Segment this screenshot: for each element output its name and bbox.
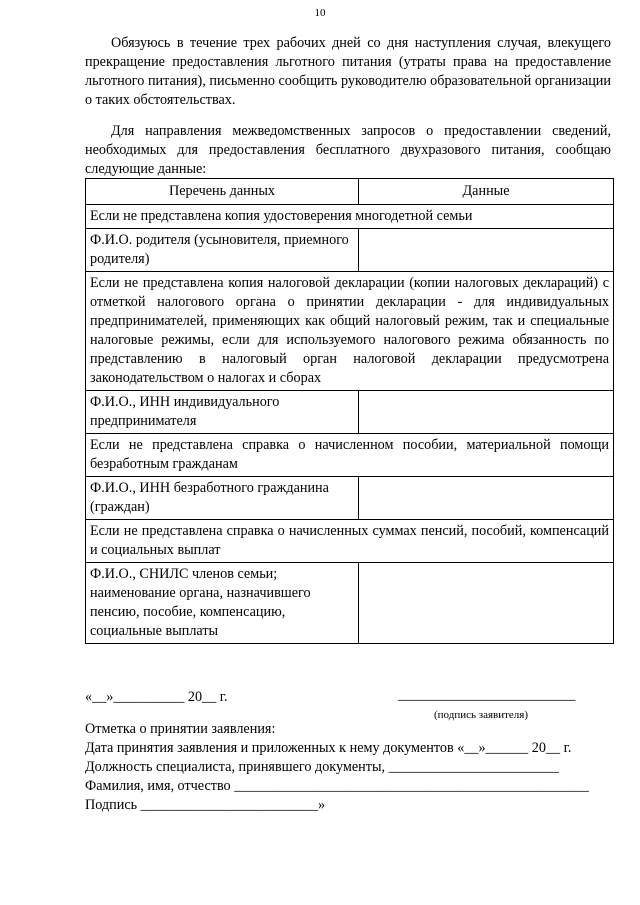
value-cell[interactable] xyxy=(359,229,614,272)
data-table xyxy=(85,178,614,644)
field-unemployed: Ф.И.О., ИНН безработного гражданина (граждан) xyxy=(86,477,359,520)
page-number: 10 xyxy=(314,7,326,19)
specialist-name-line[interactable]: Фамилия, имя, отчество __________________________________________________ xyxy=(85,778,589,794)
value-cell[interactable] xyxy=(359,563,614,644)
specialist-signature-line[interactable]: Подпись _________________________» xyxy=(85,797,326,813)
acceptance-date-line[interactable]: Дата принятия заявления и приложенных к нему документов «__»______ 20__ г. xyxy=(85,740,572,756)
table-row xyxy=(86,272,614,391)
table-row xyxy=(86,434,614,477)
table-header-row xyxy=(86,179,614,205)
value-cell[interactable] xyxy=(359,391,614,434)
field-entrepreneur: Ф.И.О., ИНН индивидуального предпринимателя xyxy=(86,391,359,434)
obligation-paragraph: Обязуюсь в течение трех рабочих дней со дня наступления случая, влекущего прекращение предоставления льготного питания (утраты права на предоставление льготного питания), письменно сообщить руководителю образовательной организации о таких обстоятельствах. xyxy=(85,35,611,108)
table-row xyxy=(86,520,614,563)
applicant-signature-line[interactable]: _________________________ xyxy=(398,687,576,703)
table-row xyxy=(86,205,614,229)
table-row xyxy=(86,563,614,644)
applicant-date-line[interactable]: «__»__________ 20__ г. xyxy=(85,689,228,705)
header-data: Данные xyxy=(359,179,614,205)
request-paragraph: Для направления межведомственных запросов о предоставлении сведений, необходимых для предоставления бесплатного двухразового питания, сообщаю следующие данные: xyxy=(85,123,611,177)
field-parent-name: Ф.И.О. родителя (усыновителя, приемного родителя) xyxy=(86,229,359,272)
applicant-signature-caption: (подпись заявителя) xyxy=(434,709,529,721)
section-tax-declaration: Если не представлена копия налоговой декларации (копии налоговых деклараций) с отметкой налогового органа о принятии декларации - для индивидуальных предпринимателей, применяющих как общий налоговый режим, так и специальные налоговые режимы, если для используемого налогового режима обязанность по представлению в налоговый орган налоговой декларации предусмотрена законодательством о налогах и сборах xyxy=(86,272,614,391)
table-row xyxy=(86,477,614,520)
acceptance-title: Отметка о принятии заявления: xyxy=(85,721,276,737)
field-family-members: Ф.И.О., СНИЛС членов семьи; наименование органа, назначившего пенсию, пособие, компенсацию, социальные выплаты xyxy=(86,563,359,644)
value-cell[interactable] xyxy=(359,477,614,520)
specialist-position-line[interactable]: Должность специалиста, принявшего документы, ________________________ xyxy=(85,759,559,775)
section-unemployment: Если не представлена справка о начисленном пособии, материальной помощи безработным гражданам xyxy=(86,434,614,477)
table-row xyxy=(86,229,614,272)
section-large-family: Если не представлена копия удостоверения многодетной семьи xyxy=(86,205,614,229)
table-row xyxy=(86,391,614,434)
section-pensions: Если не представлена справка о начисленных суммах пенсий, пособий, компенсаций и социальных выплат xyxy=(86,520,614,563)
header-list: Перечень данных xyxy=(86,179,359,205)
